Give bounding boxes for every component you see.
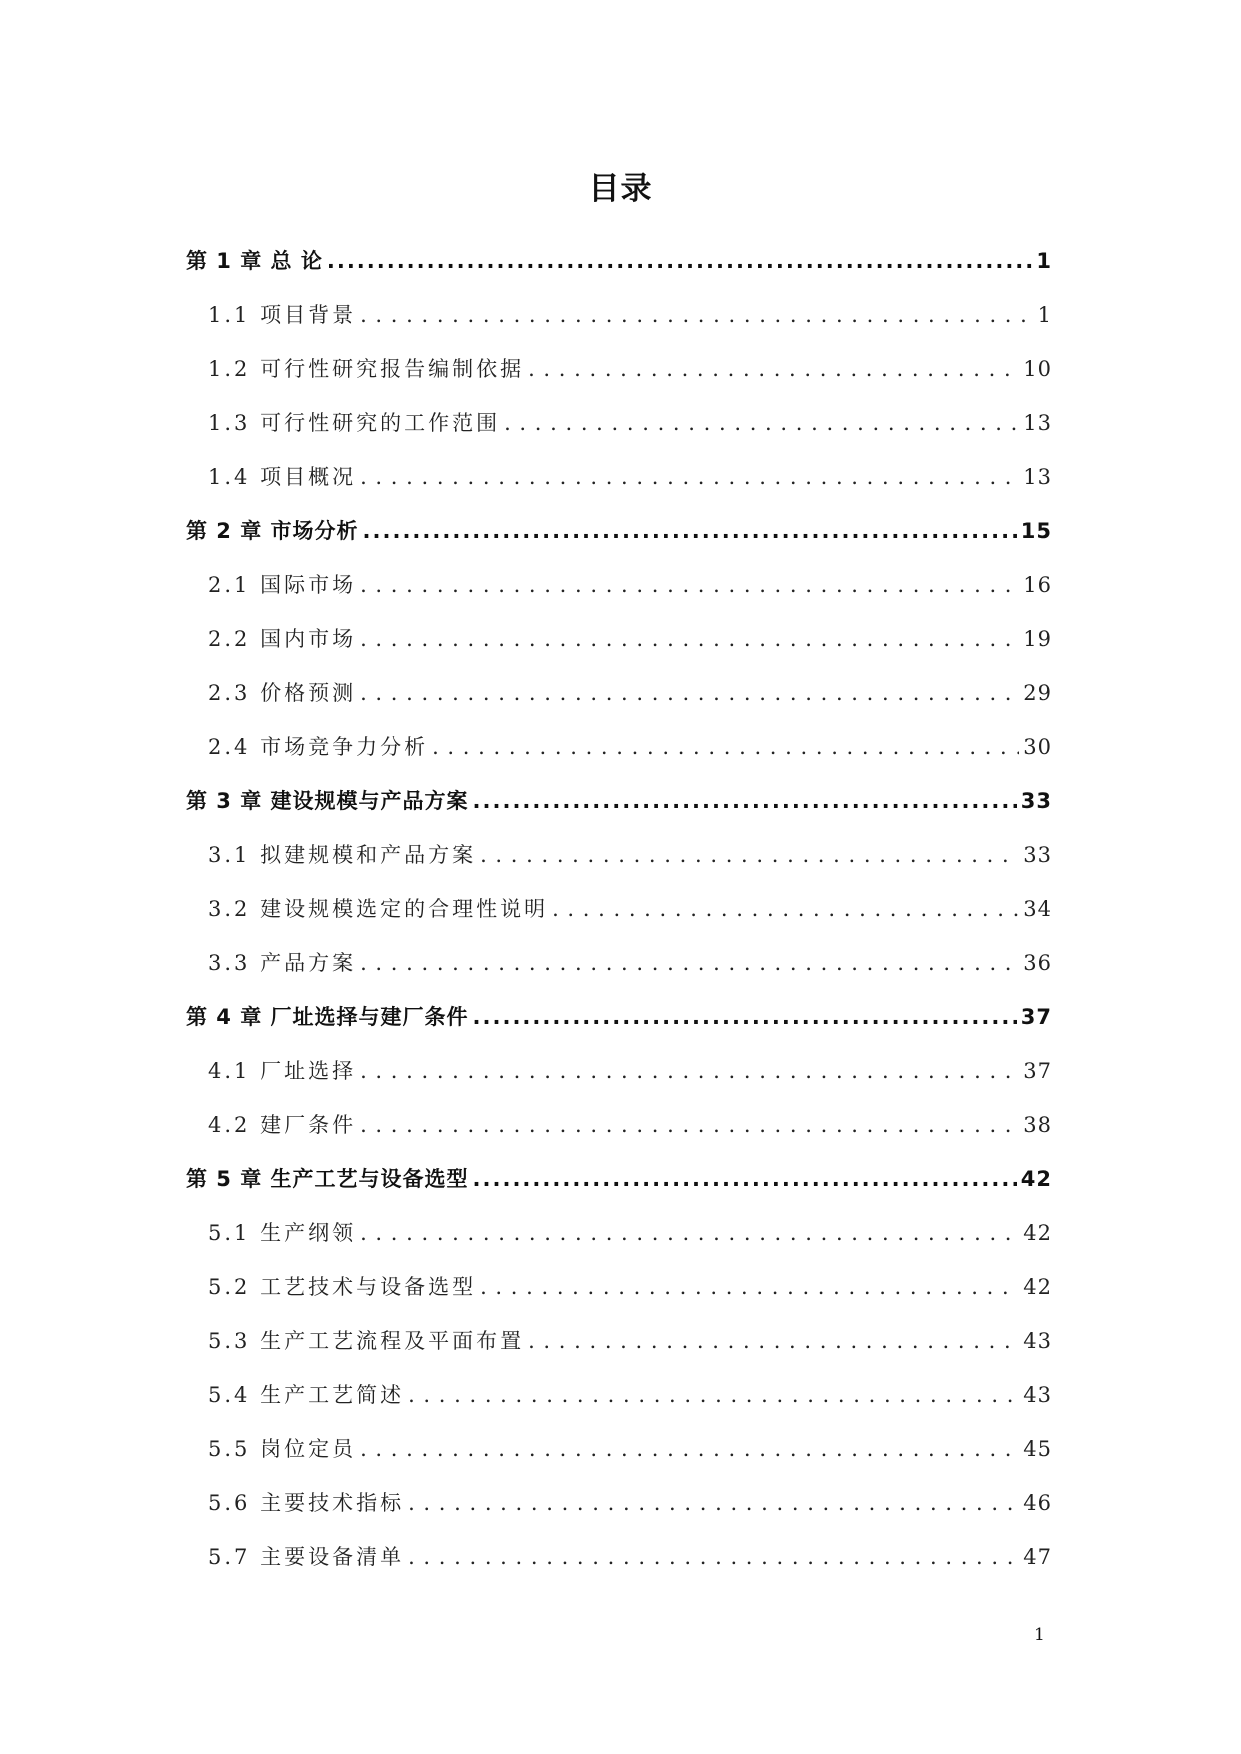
- toc-entry[interactable]: [186, 882, 1052, 936]
- toc-entry[interactable]: [186, 504, 1052, 558]
- page-number: 1: [1034, 1625, 1045, 1645]
- toc-entry-page: 38: [1023, 1113, 1052, 1137]
- toc-entry-page: 33: [1023, 843, 1052, 867]
- toc-entry[interactable]: [186, 990, 1052, 1044]
- toc-leader-dots: [360, 1098, 1019, 1152]
- toc-entry[interactable]: [186, 1476, 1052, 1530]
- toc-leader-dots: [480, 1260, 1019, 1314]
- toc-entry-page: 29: [1023, 681, 1052, 705]
- toc-entry-label: 5.7 主要设备清单: [208, 1545, 405, 1569]
- toc-entry-label: 2.3 价格预测: [208, 681, 357, 705]
- toc-entry-label: 4.2 建厂条件: [208, 1113, 357, 1137]
- toc-leader-dots: [360, 288, 1034, 342]
- toc-entry-label: 4.1 厂址选择: [208, 1059, 357, 1083]
- toc-entry-label: 第 3 章 建设规模与产品方案: [186, 789, 469, 813]
- toc-entry-page: 36: [1023, 951, 1052, 975]
- toc-entry-label: 3.1 拟建规模和产品方案: [208, 843, 477, 867]
- toc-leader-dots: [504, 396, 1019, 450]
- toc-entry-page: 1: [1037, 303, 1052, 327]
- toc-leader-dots: [360, 936, 1019, 990]
- toc-entry-label: 2.4 市场竞争力分析: [208, 735, 429, 759]
- toc-entry[interactable]: [186, 234, 1052, 288]
- toc-entry-label: 5.2 工艺技术与设备选型: [208, 1275, 477, 1299]
- toc-leader-dots: [360, 450, 1019, 504]
- toc-entry-label: 3.2 建设规模选定的合理性说明: [208, 897, 549, 921]
- toc-entry-page: 30: [1023, 735, 1052, 759]
- toc-entry-label: 第 1 章 总 论: [186, 249, 323, 273]
- toc-entry[interactable]: [186, 1314, 1052, 1368]
- toc-entry-label: 1.3 可行性研究的工作范围: [208, 411, 501, 435]
- toc-leader-dots: [360, 666, 1019, 720]
- toc-entry-page: 13: [1023, 465, 1052, 489]
- toc-entry[interactable]: [186, 1152, 1052, 1206]
- toc-entry[interactable]: [186, 342, 1052, 396]
- toc-entry-label: 2.2 国内市场: [208, 627, 357, 651]
- toc-leader-dots: [360, 612, 1019, 666]
- toc-entry[interactable]: [186, 774, 1052, 828]
- toc-entry[interactable]: [186, 558, 1052, 612]
- toc-entry[interactable]: [186, 1098, 1052, 1152]
- toc-entry-page: 42: [1023, 1221, 1052, 1245]
- toc-entry-page: 10: [1023, 357, 1052, 381]
- toc-leader-dots: [473, 774, 1017, 828]
- toc-leader-dots: [408, 1368, 1019, 1422]
- toc-entry-label: 第 2 章 市场分析: [186, 519, 359, 543]
- toc-entry[interactable]: [186, 1260, 1052, 1314]
- toc-entry-label: 第 4 章 厂址选择与建厂条件: [186, 1005, 469, 1029]
- toc-leader-dots: [327, 234, 1033, 288]
- toc-entry-label: 3.3 产品方案: [208, 951, 357, 975]
- toc-entry-page: 46: [1023, 1491, 1052, 1515]
- toc-entry[interactable]: [186, 612, 1052, 666]
- toc-entry-page: 34: [1023, 897, 1052, 921]
- toc-leader-dots: [473, 990, 1017, 1044]
- toc-entry-page: 43: [1023, 1383, 1052, 1407]
- toc-leader-dots: [360, 1044, 1019, 1098]
- toc-leader-dots: [408, 1476, 1019, 1530]
- toc-entry[interactable]: [186, 288, 1052, 342]
- page-title: 目录: [588, 171, 653, 207]
- toc-entry-page: 45: [1023, 1437, 1052, 1461]
- toc-leader-dots: [528, 1314, 1019, 1368]
- toc-leader-dots: [480, 828, 1019, 882]
- toc-leader-dots: [528, 342, 1019, 396]
- toc-entry-page: 37: [1020, 1005, 1052, 1029]
- toc-leader-dots: [360, 1206, 1019, 1260]
- toc-leader-dots: [363, 504, 1017, 558]
- toc-leader-dots: [408, 1530, 1019, 1584]
- toc-entry[interactable]: [186, 720, 1052, 774]
- toc-entry[interactable]: [186, 1368, 1052, 1422]
- toc-entry[interactable]: [186, 1530, 1052, 1584]
- toc-entry-page: 42: [1023, 1275, 1052, 1299]
- toc-entry-page: 33: [1020, 789, 1052, 813]
- toc-leader-dots: [552, 882, 1019, 936]
- toc-leader-dots: [360, 558, 1019, 612]
- toc-entry-label: 2.1 国际市场: [208, 573, 357, 597]
- toc-entry-label: 5.5 岗位定员: [208, 1437, 357, 1461]
- toc-entry[interactable]: [186, 666, 1052, 720]
- toc-entry[interactable]: [186, 1422, 1052, 1476]
- toc-entry-page: 15: [1020, 519, 1052, 543]
- toc-entry-page: 47: [1023, 1545, 1052, 1569]
- toc-entry[interactable]: [186, 1044, 1052, 1098]
- toc-entry-page: 19: [1023, 627, 1052, 651]
- toc-entry-page: 13: [1023, 411, 1052, 435]
- toc-entry-page: 37: [1023, 1059, 1052, 1083]
- toc-leader-dots: [360, 1422, 1019, 1476]
- toc-entry[interactable]: [186, 450, 1052, 504]
- toc-entry-label: 5.6 主要技术指标: [208, 1491, 405, 1515]
- toc-entry[interactable]: [186, 828, 1052, 882]
- toc-entry-label: 5.3 生产工艺流程及平面布置: [208, 1329, 525, 1353]
- toc-entry-label: 5.4 生产工艺简述: [208, 1383, 405, 1407]
- table-of-contents: [186, 234, 1052, 1584]
- toc-entry-page: 43: [1023, 1329, 1052, 1353]
- toc-entry-label: 1.1 项目背景: [208, 303, 357, 327]
- toc-entry-page: 42: [1020, 1167, 1052, 1191]
- toc-entry-label: 1.4 项目概况: [208, 465, 357, 489]
- toc-entry-label: 第 5 章 生产工艺与设备选型: [186, 1167, 469, 1191]
- toc-leader-dots: [432, 720, 1019, 774]
- toc-entry-page: 1: [1036, 249, 1052, 273]
- toc-entry[interactable]: [186, 396, 1052, 450]
- toc-entry-label: 5.1 生产纲领: [208, 1221, 357, 1245]
- toc-entry-page: 16: [1023, 573, 1052, 597]
- toc-entry[interactable]: [186, 1206, 1052, 1260]
- toc-leader-dots: [473, 1152, 1017, 1206]
- toc-entry[interactable]: [186, 936, 1052, 990]
- toc-entry-label: 1.2 可行性研究报告编制依据: [208, 357, 525, 381]
